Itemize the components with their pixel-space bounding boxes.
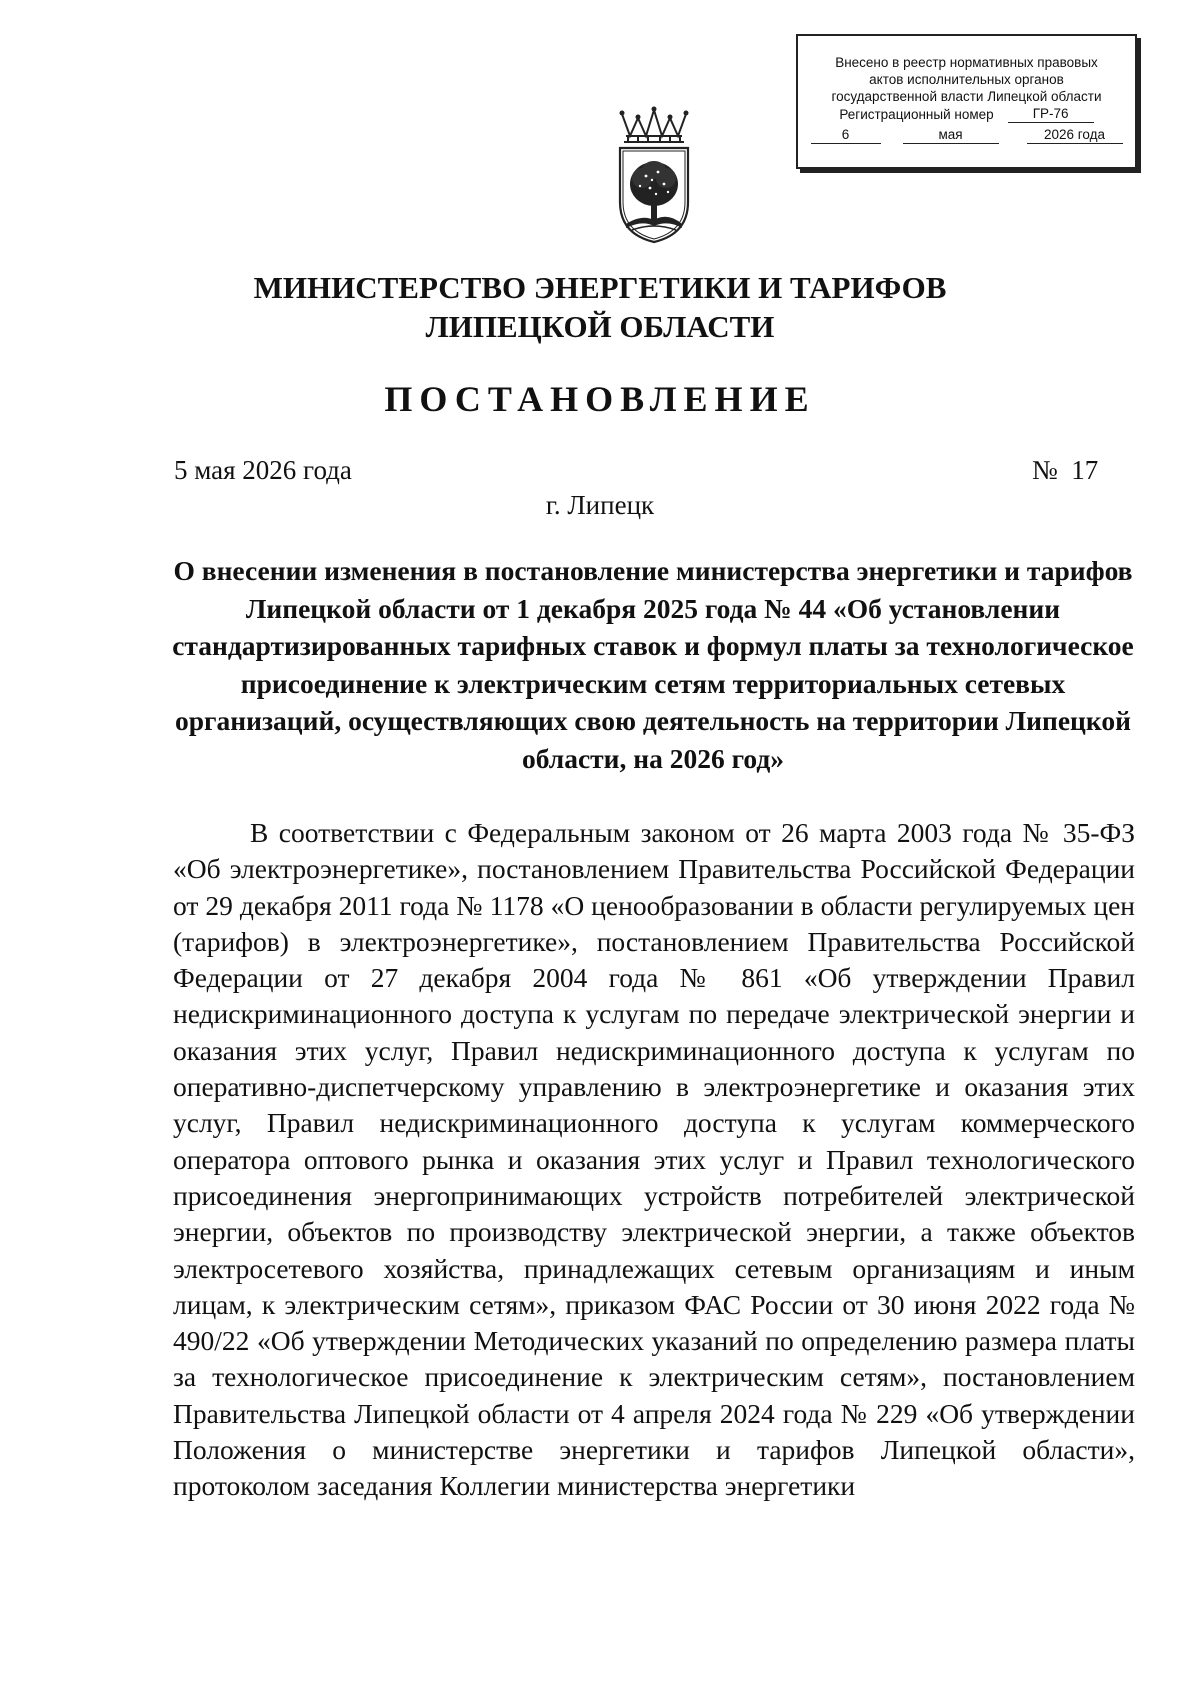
stamp-registration-row (798, 106, 1135, 123)
stamp-line-2: актов исполнительных органов (869, 72, 1064, 87)
ministry-line-1: МИНИСТЕРСТВО ЭНЕРГЕТИКИ И ТАРИФОВ (253, 270, 947, 305)
stamp-reg-label: Регистрационный номер (839, 107, 994, 122)
stamp-year: 2026 года (1027, 127, 1123, 144)
stamp-day: 6 (811, 127, 881, 144)
document-body-paragraph: В соответствии с Федеральным законом от 26 марта 2003 года № 35-ФЗ «Об электроэнергетике», постановлением Правительства Российской Федерации от 29 декабря 2011 года № 1178 «О ценообразовании в области регулируемых цен (тарифов) в электроэнергетике», постановлением Правительства Российской Федерации от 27 декабря 2004 года № 861 «Об утверждении Правил недискриминационного доступа к услугам по передаче электрической энергии и оказания этих услуг, Правил недискриминационного доступа к услугам по оперативно-диспетчерскому управлению в электроэнергетике и оказания этих услуг, Правил недискриминационного доступа к услугам коммерческого оператора оптового рынка и оказания этих услуг и Правил технологического присоединения энергопринимающих устройств потребителей электрической энергии, объектов по производству электрической энергии, а также объектов электросетевого хозяйства, принадлежащих сетевым организациям и иным лицам, к электрическим сетям», приказом ФАС России от 30 июня 2022 года № 490/22 «Об утверждении Методических указаний по определению размера платы за технологическое присоединение к электрическим сетям», постановлением Правительства Липецкой области от 4 апреля 2024 года № 229 «Об утверждении Положения о министерстве энергетики и тарифов Липецкой области», протоколом заседания Коллегии министерства энергетики (173, 817, 1135, 1502)
document-date: 5 мая 2026 года (174, 455, 352, 485)
document-city: г. Липецк (545, 490, 655, 520)
document-type: ПОСТАНОВЛЕНИЕ (384, 379, 816, 419)
stamp-line-3: государственной власти Липецкой области (831, 89, 1102, 104)
stamp-month: мая (903, 127, 999, 144)
document-number: № 17 (1032, 455, 1099, 485)
ministry-name (0, 268, 1200, 346)
lipetsk-coat-of-arms-icon (612, 106, 696, 246)
ministry-line-2: ЛИПЕЦКОЙ ОБЛАСТИ (425, 309, 775, 344)
document-title: О внесении изменения в постановление министерства энергетики и тарифов Липецкой области от 1 декабря 2025 года № 44 «Об установлении стандартизированных тарифных ставок и формул платы за технологическое присоединение к электрическим сетям территориальных сетевых организаций, осуществляющих свою деятельность на территории Липецкой области, на 2026 год» (172, 555, 1134, 774)
registry-stamp (796, 34, 1137, 169)
stamp-line-1: Внесено в реестр нормативных правовых (835, 55, 1098, 70)
stamp-date-row (798, 127, 1135, 144)
stamp-reg-number: ГР-76 (1008, 106, 1094, 123)
